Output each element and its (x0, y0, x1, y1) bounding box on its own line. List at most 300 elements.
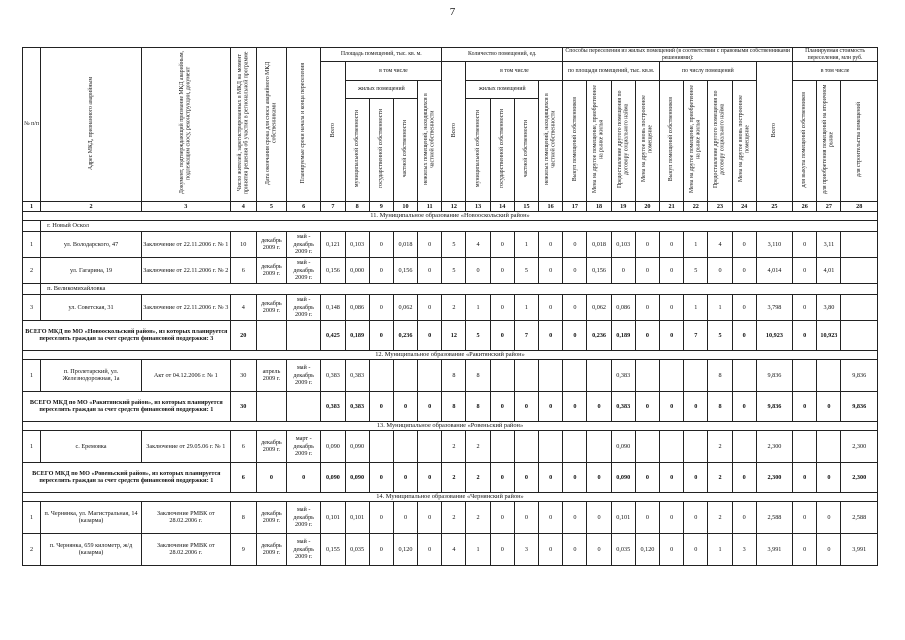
table-cell (732, 430, 756, 462)
total-cell: 0 (635, 320, 659, 350)
table-cell: 5 (442, 257, 466, 283)
table-cell (369, 430, 393, 462)
table-cell: 0 (490, 294, 514, 320)
header-area-group: Площадь помещений, тыс. кв. м. (321, 48, 442, 62)
column-number-cell: 10 (393, 201, 417, 211)
table-cell: 8 (708, 359, 732, 391)
table-cell (732, 359, 756, 391)
table-cell: 0 (539, 294, 563, 320)
table-cell (418, 430, 442, 462)
header-n13: муниципальной собственности (466, 99, 490, 201)
section-title-row (23, 211, 878, 220)
total-cell: 0 (635, 462, 659, 492)
section-title: 14. Муниципальное образование «Чернянский район» (23, 492, 878, 501)
column-number-cell: 28 (841, 201, 878, 211)
table-cell: 0,103 (345, 231, 369, 257)
table-cell: декабрь 2009 г. (256, 430, 286, 462)
total-cell: 9,836 (756, 391, 792, 421)
table-cell: апрель 2009 г. (256, 359, 286, 391)
section-total-row (23, 391, 878, 421)
total-cell: 12 (442, 320, 466, 350)
section-title-row (23, 350, 878, 359)
section-title: 13. Муниципальное образование «Ровеньский район» (23, 421, 878, 430)
table-cell: с. Еремовка (41, 430, 142, 462)
total-cell: 10,923 (817, 320, 841, 350)
table-cell: 0,000 (345, 257, 369, 283)
table-cell: 0 (563, 294, 587, 320)
header-methods-group: Способы переселения из жилых помещений (в соответствии с правовыми собственниками решениями): (563, 48, 793, 62)
total-cell: 2,300 (756, 462, 792, 492)
table-cell (660, 430, 684, 462)
total-cell: 8 (442, 391, 466, 421)
table-cell: 0 (369, 257, 393, 283)
total-cell: 8 (708, 391, 732, 421)
column-number-cell: 13 (466, 201, 490, 211)
header-m19: Предоставление другого помещения по договору социального найма (611, 80, 635, 201)
table-cell: 2 (442, 294, 466, 320)
table-cell: 0,156 (393, 257, 417, 283)
table-cell: 0 (563, 257, 587, 283)
total-cell: 0 (539, 391, 563, 421)
table-cell: 0,101 (321, 501, 345, 533)
table-cell (393, 430, 417, 462)
table-cell (490, 359, 514, 391)
header-by-area: по площади помещений, тыс. кв.м. (563, 62, 660, 80)
column-number-cell: 27 (817, 201, 841, 211)
table-cell: 0 (611, 257, 635, 283)
column-number-row (23, 201, 878, 211)
table-cell: 2 (442, 430, 466, 462)
header-area-living: жилых помещений (345, 80, 418, 99)
header-planned-dates: Планируемые сроки начала и конца переселения (287, 48, 321, 202)
header-count-group: Количество помещений, ед. (442, 48, 563, 62)
table-cell: 0 (793, 257, 817, 283)
table-cell: 0,101 (345, 501, 369, 533)
header-count-incl: в том числе (466, 62, 563, 80)
header-count-total: Всего (442, 62, 466, 201)
table-cell (490, 430, 514, 462)
table-cell: 3 (23, 294, 41, 320)
table-cell: 0 (490, 231, 514, 257)
table-cell: 0 (539, 257, 563, 283)
table-cell: Акт от 04.12.2006 г. № 1 (141, 359, 230, 391)
total-cell: 0 (287, 462, 321, 492)
table-cell: 0 (539, 231, 563, 257)
header-m24: Мена на другое вновь построенное помещение (732, 80, 756, 201)
table-cell: 0,156 (587, 257, 611, 283)
table-cell: 1 (684, 294, 708, 320)
column-number-cell: 23 (708, 201, 732, 211)
header-c26: для выкупа помещений собственников (793, 80, 817, 201)
total-cell: 0 (660, 320, 684, 350)
section-title: 12. Муниципальное образование «Ракитянский район» (23, 350, 878, 359)
total-cell: 0 (817, 391, 841, 421)
table-cell: 4 (230, 294, 256, 320)
header-area-total: Всего (321, 62, 345, 201)
locality-name: г. Новый Оскол (41, 220, 878, 231)
table-cell: 6 (230, 430, 256, 462)
table-cell: 0 (587, 501, 611, 533)
column-number-cell: 26 (793, 201, 817, 211)
table-cell (817, 359, 841, 391)
section-total-label: ВСЕГО МКД по МО «Ровеньский район», из которых планируется переселить граждан за счет средств финансовой поддержки: 1 (23, 462, 231, 492)
table-cell: Заключение от 29.05.06 г. № 1 (141, 430, 230, 462)
table-cell: 0 (793, 533, 817, 565)
table-cell: 4 (466, 231, 490, 257)
table-cell: 30 (230, 359, 256, 391)
table-cell: 8 (230, 501, 256, 533)
table-cell: 0 (793, 501, 817, 533)
total-cell: 0,189 (345, 320, 369, 350)
table-cell (563, 430, 587, 462)
locality-spacer (23, 283, 41, 294)
table-cell: 2 (708, 430, 732, 462)
header-m23: Предоставление другого помещения по договору социального найма (708, 80, 732, 201)
table-row (23, 501, 878, 533)
total-cell: 2,300 (841, 462, 878, 492)
total-cell: 0 (635, 391, 659, 421)
column-number-cell: 9 (369, 201, 393, 211)
table-cell: 0,035 (611, 533, 635, 565)
table-cell: 2 (23, 533, 41, 565)
table-cell: 0 (418, 501, 442, 533)
total-cell: 5 (466, 320, 490, 350)
table-cell: 0 (635, 501, 659, 533)
section-title: 11. Муниципальное образование «Новооскольский район» (23, 211, 878, 220)
table-cell: 0 (490, 501, 514, 533)
table-cell: 3,991 (756, 533, 792, 565)
table-cell: 5 (442, 231, 466, 257)
table-cell: 0 (490, 533, 514, 565)
total-cell: 0 (256, 462, 286, 492)
table-cell: 0 (369, 501, 393, 533)
table-cell: 1 (514, 294, 538, 320)
table-cell: 1 (23, 430, 41, 462)
table-cell: 9,836 (841, 359, 878, 391)
total-cell: 0,090 (321, 462, 345, 492)
resettlement-table (22, 47, 878, 566)
table-cell: п. Чернянка, 659 километр, ж/д (казарма) (41, 533, 142, 565)
table-cell: декабрь 2009 г. (256, 257, 286, 283)
column-number-cell: 2 (41, 201, 142, 211)
total-cell: 0,383 (611, 391, 635, 421)
table-cell: 0 (418, 257, 442, 283)
total-cell: 0,383 (345, 391, 369, 421)
table-cell: 3,110 (756, 231, 792, 257)
table-cell: май - декабрь 2009 г. (287, 257, 321, 283)
table-cell: 0 (369, 231, 393, 257)
total-cell: 0 (539, 462, 563, 492)
column-number-cell: 14 (490, 201, 514, 211)
total-cell: 0,090 (345, 462, 369, 492)
table-cell: 0 (660, 533, 684, 565)
locality-spacer (23, 220, 41, 231)
table-cell: 0,086 (345, 294, 369, 320)
table-cell (514, 430, 538, 462)
table-cell: 0,035 (345, 533, 369, 565)
table-cell: 0,120 (393, 533, 417, 565)
table-cell: Заключение РМВК от 28.02.2006 г. (141, 501, 230, 533)
table-row (23, 257, 878, 283)
header-m20: Мена на другое вновь построенное помещение (635, 80, 659, 201)
header-cost-total: Всего (756, 62, 792, 201)
header-document: Документ, подтверждающий признание МКД аварийным, подлежащим сносу, реконструкции, документ (141, 48, 230, 202)
table-cell: 1 (708, 533, 732, 565)
total-cell: 0 (369, 462, 393, 492)
table-cell: май - декабрь 2009 г. (287, 231, 321, 257)
table-cell: 10 (230, 231, 256, 257)
total-cell: 0,236 (587, 320, 611, 350)
header-a9: государственной собственности (369, 99, 393, 201)
table-cell: 0 (466, 257, 490, 283)
total-cell: 0 (660, 391, 684, 421)
header-num: № п/п (23, 48, 41, 202)
table-cell: Заключение от 22.11.2006 г. № 2 (141, 257, 230, 283)
header-m21: Выкуп помещений собственников (660, 80, 684, 201)
table-cell: 0 (660, 231, 684, 257)
total-cell: 0 (732, 462, 756, 492)
table-row (23, 359, 878, 391)
table-row (23, 533, 878, 565)
section-title-row (23, 421, 878, 430)
table-cell: 0,155 (321, 533, 345, 565)
table-cell: 2,588 (841, 501, 878, 533)
table-cell: 0 (660, 257, 684, 283)
section-total-row (23, 320, 878, 350)
header-area-incl: в том числе (345, 62, 442, 80)
table-cell (793, 359, 817, 391)
table-cell: 0,148 (321, 294, 345, 320)
table-cell (369, 359, 393, 391)
total-cell: 0 (418, 320, 442, 350)
total-cell: 0 (490, 391, 514, 421)
table-cell: декабрь 2009 г. (256, 533, 286, 565)
table-cell: 3,80 (817, 294, 841, 320)
table-cell: 2 (466, 501, 490, 533)
table-cell: 0 (732, 231, 756, 257)
header-residents: Число жителей, зарегистрированных в МКД на момент принятия решения об участии в региональной программе (230, 48, 256, 202)
table-cell: п. Пролетарский, ул. Железнодорожная, 1а (41, 359, 142, 391)
column-number-cell: 4 (230, 201, 256, 211)
total-cell: 0 (793, 320, 817, 350)
total-cell: 0,090 (611, 462, 635, 492)
table-cell: май - декабрь 2009 г. (287, 501, 321, 533)
table-cell: 4,01 (817, 257, 841, 283)
table-cell (793, 430, 817, 462)
table-row (23, 231, 878, 257)
table-cell: 0 (418, 533, 442, 565)
header-m17: Выкуп помещений собственников (563, 80, 587, 201)
table-cell: 1 (466, 533, 490, 565)
column-number-cell: 5 (256, 201, 286, 211)
table-cell: 0 (817, 533, 841, 565)
table-cell: 0,120 (635, 533, 659, 565)
table-cell: 1 (708, 294, 732, 320)
total-cell: 0 (393, 391, 417, 421)
table-cell: 1 (684, 231, 708, 257)
total-cell: 0,425 (321, 320, 345, 350)
table-cell: 2,300 (841, 430, 878, 462)
table-cell: 1 (466, 294, 490, 320)
total-cell: 0 (563, 320, 587, 350)
table-cell: 0 (418, 231, 442, 257)
header-m18: Мена на другое помещение, приобретенное на рынке жилья (587, 80, 611, 201)
total-cell: 0 (418, 391, 442, 421)
total-cell: 0 (514, 462, 538, 492)
table-cell: 3 (732, 533, 756, 565)
total-cell: 0 (732, 320, 756, 350)
table-cell: 0 (793, 231, 817, 257)
total-cell: 0 (490, 320, 514, 350)
table-cell: май - декабрь 2009 г. (287, 533, 321, 565)
table-cell: 0 (393, 501, 417, 533)
total-cell: 0 (393, 462, 417, 492)
table-cell: 0,383 (321, 359, 345, 391)
total-cell: 30 (230, 391, 256, 421)
total-cell: 0 (514, 391, 538, 421)
table-cell: 2 (442, 501, 466, 533)
column-number-cell: 6 (287, 201, 321, 211)
total-cell: 0 (684, 391, 708, 421)
total-cell: 0 (793, 391, 817, 421)
table-cell: 0 (563, 501, 587, 533)
table-cell: 0,103 (611, 231, 635, 257)
table-cell: 0,018 (393, 231, 417, 257)
table-cell: 5 (514, 257, 538, 283)
table-header (23, 48, 878, 202)
column-number-cell: 18 (587, 201, 611, 211)
table-cell: 0 (660, 294, 684, 320)
total-cell: 6 (230, 462, 256, 492)
table-cell: 0 (684, 533, 708, 565)
total-cell: 0 (793, 462, 817, 492)
header-cost-group: Планируемая стоимость переселения, млн руб. (793, 48, 878, 62)
table-cell: 3 (514, 533, 538, 565)
total-cell: 0 (732, 391, 756, 421)
table-cell: 0 (587, 533, 611, 565)
table-cell (393, 359, 417, 391)
total-cell: 0,383 (321, 391, 345, 421)
table-cell: 0 (418, 294, 442, 320)
table-cell: 9,836 (756, 359, 792, 391)
total-cell (841, 320, 878, 350)
table-cell (841, 231, 878, 257)
column-number-cell: 21 (660, 201, 684, 211)
column-number-cell: 1 (23, 201, 41, 211)
column-number-cell: 19 (611, 201, 635, 211)
table-cell: 0 (635, 257, 659, 283)
total-cell: 0 (817, 462, 841, 492)
total-cell: 2 (708, 462, 732, 492)
column-number-cell: 11 (418, 201, 442, 211)
table-cell: 0 (732, 257, 756, 283)
table-cell: 0 (635, 231, 659, 257)
header-a8: муниципальной собственности (345, 99, 369, 201)
header-demolition-date: Дата окончания срока для сноса аварийного МКД собственниками (256, 48, 286, 202)
header-count-nonliving: нежилых помещений, находящихся в частной собственности (539, 80, 563, 201)
total-cell: 2 (442, 462, 466, 492)
table-cell: 0,383 (345, 359, 369, 391)
table-cell: 2 (466, 430, 490, 462)
column-number-cell: 12 (442, 201, 466, 211)
table-cell: Заключение от 22.11.2006 г. № 3 (141, 294, 230, 320)
table-cell: 2,588 (756, 501, 792, 533)
total-cell (256, 320, 286, 350)
table-cell: 8 (442, 359, 466, 391)
table-cell: 0,062 (393, 294, 417, 320)
total-cell: 7 (684, 320, 708, 350)
table-cell: 0,121 (321, 231, 345, 257)
table-row (23, 430, 878, 462)
total-cell: 0 (539, 320, 563, 350)
total-cell: 0 (563, 391, 587, 421)
total-cell: 8 (466, 391, 490, 421)
table-cell: Заключение РМВК от 28.02.2006 г. (141, 533, 230, 565)
table-cell: 2,300 (756, 430, 792, 462)
section-total-label: ВСЕГО МКД по МО «Новооскольский район», из которых планируется переселить граждан за счет средств финансовой поддержки: 3 (23, 320, 231, 350)
table-cell: 0 (490, 257, 514, 283)
table-cell: 0 (514, 501, 538, 533)
table-cell (514, 359, 538, 391)
header-m22: Мена на другое помещение, приобретенное на рынке жилья (684, 80, 708, 201)
total-cell: 2 (466, 462, 490, 492)
header-n14: государственной собственности (490, 99, 514, 201)
column-number-cell: 22 (684, 201, 708, 211)
table-cell (587, 430, 611, 462)
table-cell (817, 430, 841, 462)
table-cell: 9 (230, 533, 256, 565)
locality-row (23, 283, 878, 294)
total-cell: 10,923 (756, 320, 792, 350)
table-cell (684, 359, 708, 391)
column-number-cell: 17 (563, 201, 587, 211)
header-address: Адрес МКД, признанного аварийным (41, 48, 142, 202)
table-cell: 6 (230, 257, 256, 283)
table-cell: 0,156 (321, 257, 345, 283)
table-cell: 4,014 (756, 257, 792, 283)
total-cell: 9,836 (841, 391, 878, 421)
table-cell: 0,090 (345, 430, 369, 462)
table-cell: 4 (442, 533, 466, 565)
table-cell: 0 (732, 294, 756, 320)
table-cell: 1 (514, 231, 538, 257)
total-cell: 0,189 (611, 320, 635, 350)
section-total-label: ВСЕГО МКД по МО «Ракитянский район», из которых планируется переселить граждан за счет средств финансовой поддержки: 1 (23, 391, 231, 421)
table-cell: декабрь 2009 г. (256, 231, 286, 257)
table-cell: 0,101 (611, 501, 635, 533)
total-cell: 5 (708, 320, 732, 350)
column-number-cell: 25 (756, 201, 792, 211)
section-title-row (23, 492, 878, 501)
table-cell: 4 (708, 231, 732, 257)
total-cell: 0 (369, 391, 393, 421)
total-cell (287, 320, 321, 350)
total-cell: 0 (490, 462, 514, 492)
table-cell: 0 (817, 501, 841, 533)
resettlement-table-wrapper (22, 47, 878, 566)
total-cell: 0 (369, 320, 393, 350)
column-number-cell: 16 (539, 201, 563, 211)
table-cell: 3,798 (756, 294, 792, 320)
table-cell: 0 (793, 294, 817, 320)
table-cell: май - декабрь 2009 г. (287, 359, 321, 391)
section-total-row (23, 462, 878, 492)
table-cell: 1 (23, 231, 41, 257)
table-body (23, 201, 878, 565)
table-cell: 0,086 (611, 294, 635, 320)
total-cell: 20 (230, 320, 256, 350)
table-cell: ул. Советская, 31 (41, 294, 142, 320)
